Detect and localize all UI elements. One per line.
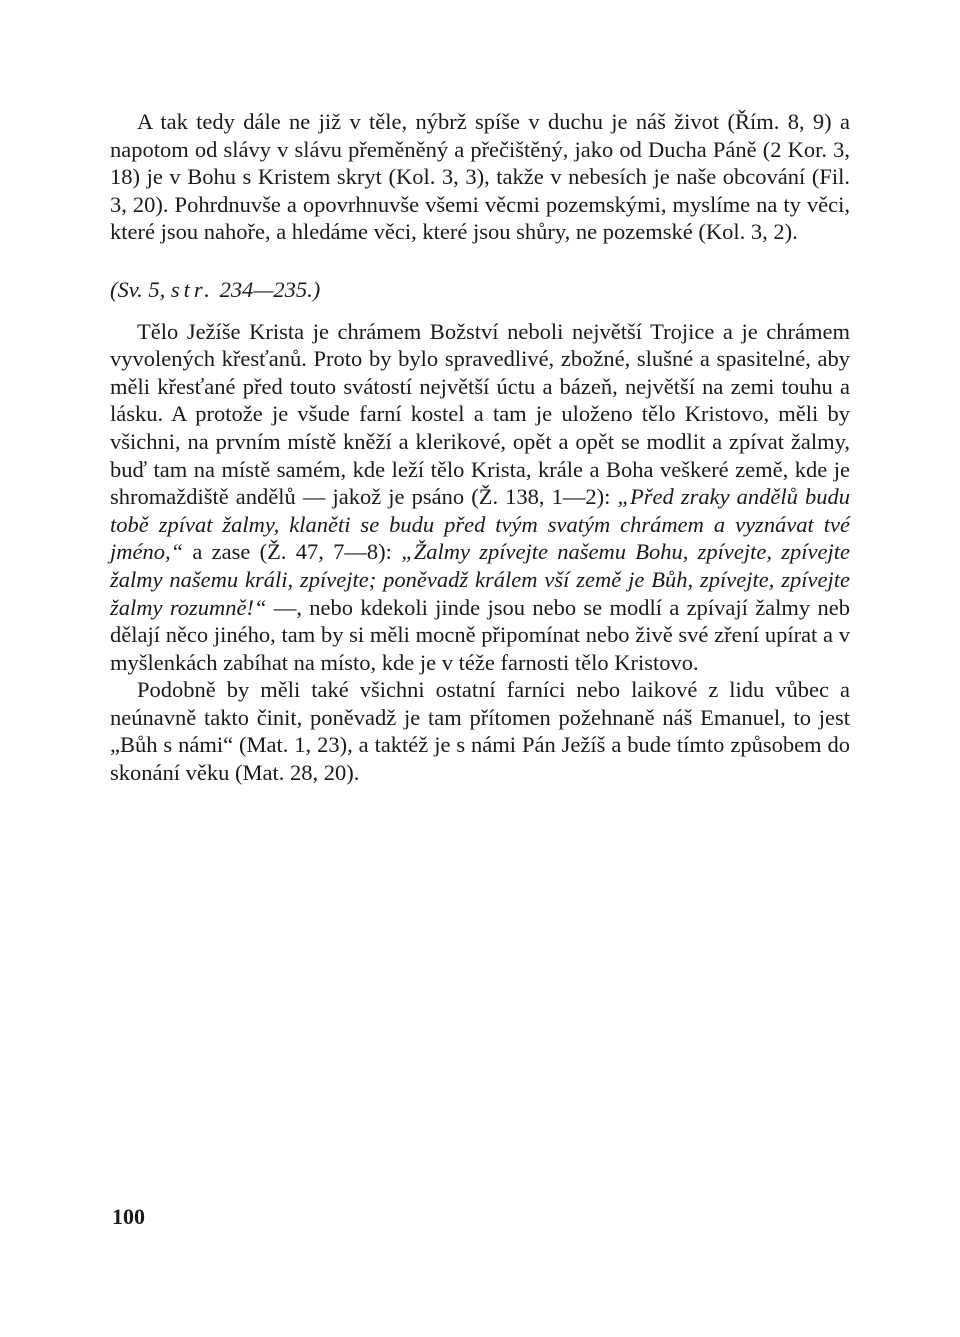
citation-open: ( <box>110 276 118 302</box>
psalm-quote-2: „Žalmy zpívejte našemu Bohu, zpívejte, zpívejte žalmy našemu králi, zpívejte; poněvadž králem vší země je Bůh, zpívejte, zpívejte žalmy rozumně!“ <box>110 539 850 620</box>
paragraph-2 <box>110 318 850 677</box>
paragraph-1: A tak tedy dále ne již v těle, nýbrž spíše v duchu je náš život (Řím. 8, 9) a napotom od slávy v slávu přeměněný a přečištěný, jako od Ducha Páně (2 Kor. 3, 18) je v Bohu s Kristem skryt (Kol. 3, 3), takže v nebesích je naše obcování (Fil. 3, 20). Pohrdnuvše a opovrhnuvše všemi věcmi pozemskými, myslíme na ty věci, které jsou nahoře, a hledáme věci, které jsou shůry, ne pozemské (Kol. 3, 2). <box>110 109 850 245</box>
psalm-quote-1: „Před zraky andělů budu tobě zpívat žalmy, klaněti se budu před tvým svatým chrámem a vyznávat tvé jméno,“ <box>110 484 850 565</box>
paragraph-3: Podobně by měli také všichni ostatní farníci nebo laikové z lidu vůbec a neúnavně takto činit, poněvadž je tam přítomen požehnaně náš Emanuel, to jest „Bůh s námi“ (Mat. 1, 23), a taktéž je s námi Pán Ježíš a bude tímto způsobem do skonání věku (Mat. 28, 20). <box>110 677 850 786</box>
page-number: 100 <box>112 1204 145 1229</box>
citation-volume-number: 5, <box>142 276 171 302</box>
citation-page-label: str. <box>170 276 214 302</box>
paragraph-2-part-3: —, nebo kdekoli jinde jsou nebo se modlí a zpívají žalmy neb dělají něco jiného, tam by si měli mocně připomínat nebo živě své zření upírat a v myšlenkách zabíhat na místo, kde je v téže farnosti tělo Kristovo. <box>110 594 850 675</box>
paragraph-2-part-1: Tělo Ježíše Krista je chrámem Božství neboli největší Trojice a je chrámem vyvolených křesťanů. Proto by bylo spravedlivé, zbožné, slušné a spasitelné, aby měli křesťané před touto svátostí největší úctu a bázeň, největší na zemi touhu a lásku. A protože je všude farní kostel a tam je uloženo tělo Kristovo, měli by všichni, na prvním místě kněží a klerikové, opět a opět se modlit a zpívat žalmy, buď tam na místě samém, kde leží tělo Krista, krále a Boha veškeré země, kde je shromaždiště andělů — jakož je psáno (Ž. 138, 1—2): <box>110 318 850 510</box>
citation-volume-label: Sv. <box>117 276 143 302</box>
citation-pages: 234—235.) <box>213 276 321 302</box>
citation <box>110 276 850 304</box>
paragraph-2-part-2: a zase (Ž. 47, 7—8): <box>183 539 402 565</box>
page-body <box>110 108 850 787</box>
